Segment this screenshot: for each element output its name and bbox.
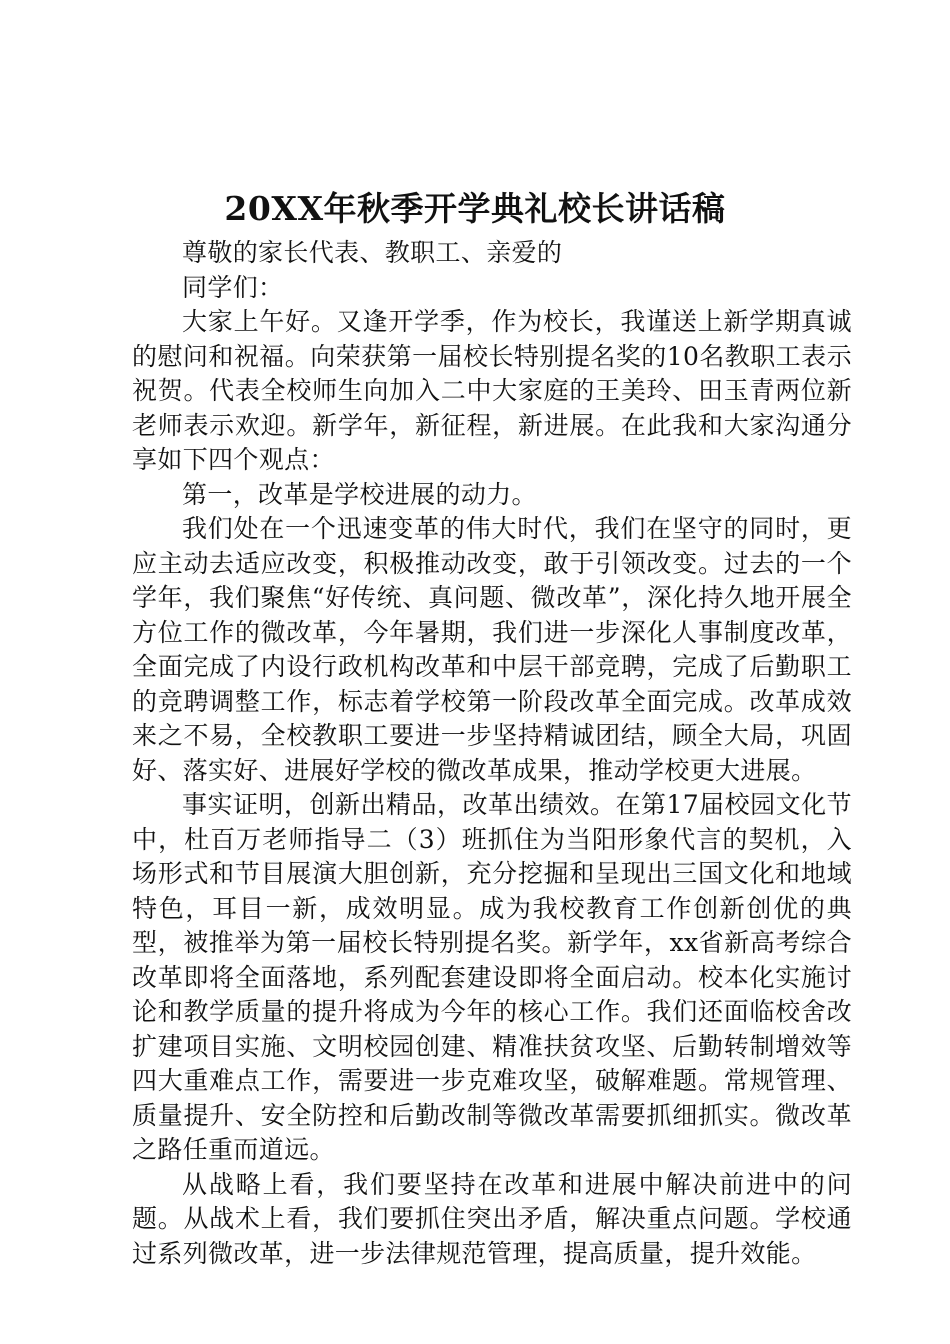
body-paragraph: 事实证明，创新出精品，改革出绩效。在第17届校园文化节中，杜百万老师指导二（3）班抓住为当阳形象代言的契机，入场形式和节目展演大胆创新，充分挖掘和呈现出三国文化和地域特色，耳目一新，成效明显。成为我校教育工作创新创优的典型，被推举为第一届校长特别提名奖。新学年，xx省新高考综合改革即将全面落地，系列配套建设即将全面启动。校本化实施讨论和教学质量的提升将成为今年的核心工作。我们还面临校舍改扩建项目实施、文明校园创建、精准扶贫攻坚、后勤转制增效等四大重难点工作，需要进一步克难攻坚，破解难题。常规管理、质量提升、安全防控和后勤改制等微改革需要抓细抓实。微改革之路任重而道远。	[132, 790, 852, 1164]
body-paragraph: 我们处在一个迅速变革的伟大时代，我们在坚守的同时，更应主动去适应改变，积极推动改变，敢于引领改变。过去的一个学年，我们聚焦“好传统、真问题、微改革”，深化持久地开展全方位工作的微改革，今年暑期，我们进一步深化人事制度改革，全面完成了内设行政机构改革和中层干部竞聘，完成了后勤职工的竞聘调整工作，标志着学校第一阶段改革全面完成。改革成效来之不易，全校教职工要进一步坚持精诚团结，顾全大局，巩固好、落实好、进展好学校的微改革成果，推动学校更大进展。	[132, 514, 852, 785]
document-body	[132, 236, 852, 1271]
document-title: 20XX年秋季开学典礼校长讲话稿	[224, 189, 726, 228]
salutation-line: 尊敬的家长代表、教职工、亲爱的	[182, 238, 563, 267]
section-heading: 第一，改革是学校进展的动力。	[182, 479, 537, 509]
body-paragraph: 从战略上看，我们要坚持在改革和进展中解决前进中的问题。从战术上看，我们要抓住突出矛盾，解决重点问题。学校通过系列微改革，进一步法律规范管理，提高质量，提升效能。	[132, 1169, 852, 1268]
body-paragraph: 大家上午好。又逢开学季，作为校长，我谨送上新学期真诚的慰问和祝福。向荣获第一届校长特别提名奖的10名教职工表示祝贺。代表全校师生向加入二中大家庭的王美玲、田玉青两位新老师表示欢迎。新学年，新征程，新进展。在此我和大家沟通分享如下四个观点：	[132, 307, 852, 474]
salutation-line: 同学们：	[182, 272, 284, 302]
